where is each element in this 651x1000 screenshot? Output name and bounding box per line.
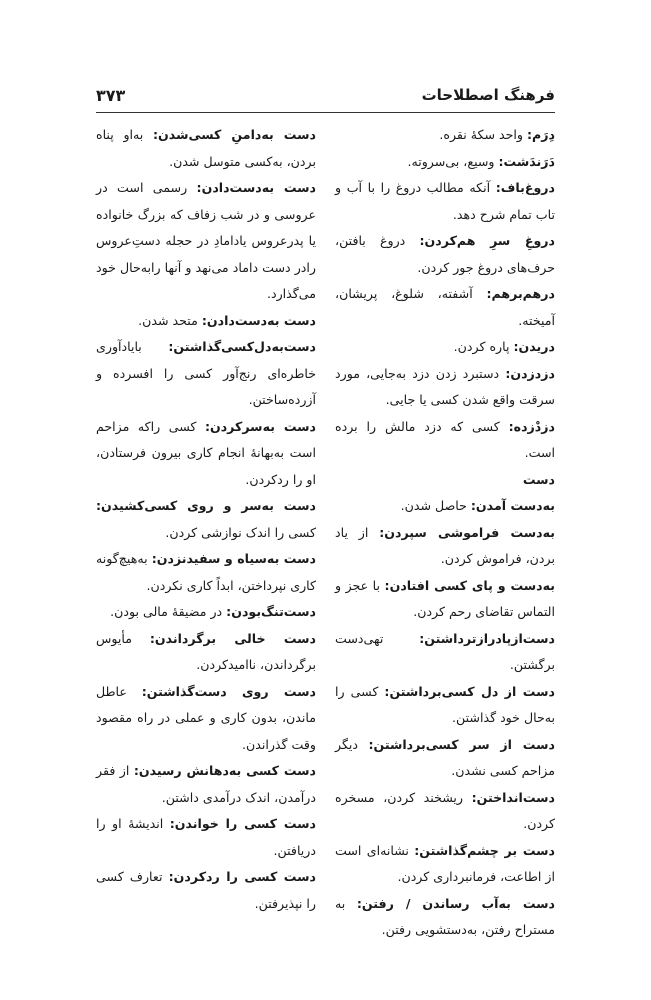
- entry-definition: آشفته، شلوغ، پریشان، آمیخته.: [335, 286, 555, 328]
- entry-definition: ریشخند کردن، مسخره کردن.: [335, 789, 555, 831]
- entry-definition: بایادآوری خاطره‌ای رنج‌آور کسی را افسرده و آزرده‌ساختن.: [96, 339, 316, 407]
- dictionary-entry: [335, 149, 555, 176]
- entry-headword: دست‌تنگ‌بودن:: [226, 604, 316, 619]
- dictionary-entry: [335, 626, 555, 679]
- entry-headword: دست‌ازپادرازترداشتن:: [419, 630, 555, 646]
- entry-definition: دستبرد زدن دزد به‌جایی، مورد سرقت واقع شدن کسی یا جایی.: [335, 365, 555, 407]
- page-header: [96, 86, 555, 113]
- entry-headword: دست کسی به‌دهانش رسیدن:: [133, 763, 316, 778]
- entry-headword: دست: [522, 471, 555, 487]
- entry-definition: وسیع، بی‌سروته.: [407, 153, 499, 169]
- dictionary-entry: [96, 758, 316, 811]
- running-title: فرهنگ اصطلاحات: [421, 86, 555, 104]
- entry-headword: دزدزدن:: [505, 365, 555, 381]
- entry-headword: دست به‌سیاه و سفیدنزدن:: [151, 551, 316, 566]
- entry-definition: کسی را به‌حال خود گذاشتن.: [335, 683, 555, 725]
- entry-headword: به‌دست فراموشی سپردن:: [379, 524, 555, 540]
- entry-definition: با عجز و التماس تقاضای رحم کردن.: [335, 577, 555, 619]
- dictionary-entry: [96, 546, 316, 599]
- entry-definition: دیگر مزاحم کسی نشدن.: [335, 736, 555, 778]
- entry-definition: عاطل ماندن، بدون کاری و عملی در راه مقصود وقت گذراندن.: [96, 683, 316, 752]
- entry-definition: از فقر درآمدن، اندک درآمدی داشتن.: [96, 763, 316, 805]
- entry-definition: تعارف کسی را نپذیرفتن.: [96, 869, 316, 911]
- dictionary-entry: [335, 573, 555, 626]
- entry-definition: به‌هیچ‌گونه کاری نپرداختن، ابداً کاری نکردن.: [96, 551, 316, 593]
- dictionary-entry: [96, 493, 316, 546]
- dictionary-entry: [335, 175, 555, 228]
- dictionary-entry: [96, 334, 316, 414]
- dictionary-entry: [96, 414, 316, 494]
- entry-definition: نشانه‌ای است از اطاعت، فرمانبرداری کردن.: [335, 842, 555, 884]
- entry-headword: دروغِ سرِ هم‌کردن:: [419, 233, 555, 248]
- dictionary-entry: [96, 864, 316, 917]
- entry-definition: به‌او پناه بردن، به‌کسی متوسل شدن.: [96, 127, 316, 169]
- entry-headword: دست بر چشم‌گذاشتن:: [414, 842, 555, 858]
- entry-headword: دریدن:: [513, 339, 555, 354]
- entry-headword: دست روی دست‌گذاشتن:: [141, 683, 317, 699]
- entry-definition: کسی راکه مزاحم است به‌بهانهٔ انجام کاری بیرون فرستادن، او را ردکردن.: [96, 418, 316, 487]
- entry-headword: دست به‌سر و روی کسی‌کشیدن:: [96, 498, 316, 513]
- dictionary-entry: [335, 493, 555, 520]
- entry-headword: دست کسی را ردکردن:: [168, 869, 316, 884]
- right-column: [335, 122, 555, 944]
- dictionary-entry: [96, 626, 316, 679]
- entry-definition: از یاد بردن، فراموش کردن.: [335, 524, 555, 566]
- entry-headword: دست از دل کسی‌برداشتن:: [384, 683, 555, 699]
- dictionary-entry: [335, 334, 555, 361]
- entry-definition: کسی را اندک نوازشی کردن.: [165, 524, 316, 540]
- entry-definition: تهی‌دست برگشتن.: [335, 630, 555, 672]
- entry-headword: دست به‌دست‌دادن:: [196, 180, 317, 195]
- entry-definition: اندیشهٔ او را دریافتن.: [96, 816, 316, 858]
- entry-definition: رسمی است در عروسی و در شب زفاف که بزرگ خانواده یا پدرعروس یادامادِ در حجله دستِ‌عروس رادر دست داماد می‌نهد و آنها رابه‌حال خود می‌گذارد.: [96, 180, 316, 301]
- entry-definition: در مضیقهٔ مالی بودن.: [110, 604, 227, 619]
- dictionary-entry: [96, 599, 316, 626]
- entry-headword: دست به‌سرکردن:: [204, 418, 316, 434]
- entry-headword: دست به‌دست‌دادن:: [201, 312, 316, 328]
- entry-headword: دزدْزده:: [508, 418, 555, 434]
- entry-headword: دست‌به‌دل‌کسی‌گذاشتن:: [168, 339, 316, 354]
- left-column: [96, 122, 316, 917]
- dictionary-entry: [335, 467, 555, 494]
- dictionary-entry: [96, 308, 316, 335]
- entry-definition: کسی که دزد مالش را برده است.: [335, 418, 555, 460]
- page-number: ۳۷۳: [96, 86, 126, 105]
- entry-definition: به مستراح رفتن، به‌دستشویی رفتن.: [335, 895, 555, 937]
- entry-headword: به‌دست آمدن:: [470, 498, 555, 513]
- dictionary-entry: [335, 414, 555, 467]
- dictionary-entry: [335, 891, 555, 944]
- dictionary-entry: [335, 520, 555, 573]
- entry-headword: درهم‌برهم:: [486, 286, 555, 301]
- entry-headword: دَرَندَشت:: [498, 153, 555, 169]
- dictionary-entry: [335, 679, 555, 732]
- dictionary-entry: [335, 228, 555, 281]
- entry-headword: دِرَم:: [527, 127, 555, 142]
- entry-headword: دروغ‌باف:: [495, 180, 555, 195]
- entry-headword: دست از سر کسی‌برداشتن:: [368, 736, 555, 752]
- dictionary-entry: [335, 281, 555, 334]
- dictionary-entry: [335, 732, 555, 785]
- entry-definition: حاصل شدن.: [400, 498, 471, 513]
- entry-headword: دست‌انداختن:: [471, 789, 555, 805]
- dictionary-entry: [335, 785, 555, 838]
- entry-definition: واحد سکهٔ نقره.: [439, 127, 528, 142]
- dictionary-entry: [96, 811, 316, 864]
- entry-headword: دست به‌آب رساندن / رفتن:: [356, 895, 555, 911]
- dictionary-entry: [335, 838, 555, 891]
- dictionary-entry: [96, 175, 316, 308]
- entry-headword: دست خالی برگرداندن:: [149, 630, 316, 646]
- entry-definition: پاره کردن.: [453, 339, 514, 354]
- entry-definition: مأیوس برگرداندن، ناامیدکردن.: [96, 630, 316, 672]
- entry-headword: به‌دست و پای کسی افتادن:: [384, 577, 555, 593]
- entry-headword: دست به‌دامنِ کسی‌شدن:: [153, 127, 316, 142]
- entry-definition: متحد شدن.: [138, 312, 202, 328]
- dictionary-entry: [96, 679, 316, 759]
- dictionary-entry: [96, 122, 316, 175]
- entry-definition: دروغ بافتن، حرف‌های دروغ جور کردن.: [335, 233, 555, 275]
- dictionary-entry: [335, 361, 555, 414]
- entry-definition: آنکه مطالب دروغ را با آب و تاب تمام شرح دهد.: [335, 180, 555, 222]
- dictionary-entry: [335, 122, 555, 149]
- entry-headword: دست کسی را خواندن:: [169, 816, 317, 831]
